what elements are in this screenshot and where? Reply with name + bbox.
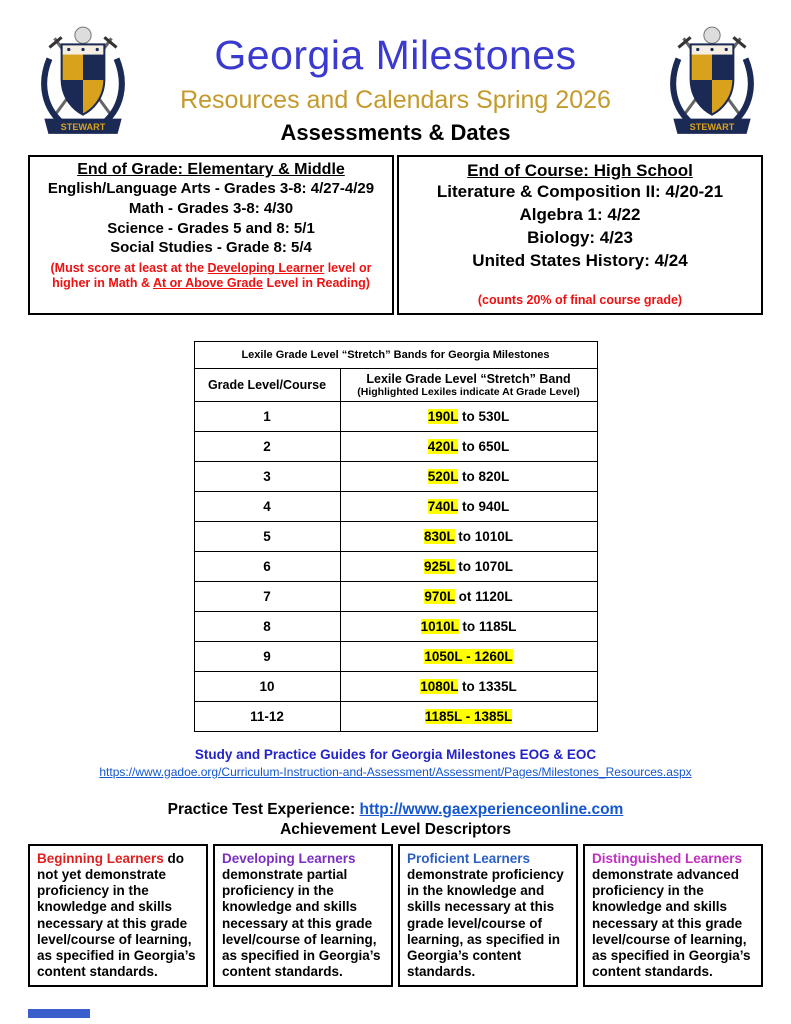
descriptor-text: demonstrate proficiency in the knowledge and skills necessary at this grade level/course of learning, as specified in Georgia’s content standards. [407, 866, 564, 980]
descriptor-name: Developing Learners [222, 850, 356, 866]
eog-note [36, 261, 386, 292]
descriptor-box [28, 844, 208, 988]
lexile-highlight: 1080L [420, 678, 459, 694]
lexile-text: to 650L [458, 438, 510, 454]
practice-test-line [0, 801, 791, 819]
band-cell [340, 701, 597, 731]
lexile-text: to 820L [458, 468, 510, 484]
grade-cell: 11-12 [194, 701, 340, 731]
eog-lines [36, 179, 386, 258]
eog-date-line: Science - Grades 5 and 8: 5/1 [107, 219, 315, 237]
stretch-band-header-line1: Lexile Grade Level “Stretch” Band [366, 371, 571, 386]
section-title: Assessments & Dates [280, 120, 511, 145]
eoc-box-title: End of Course: High School [467, 161, 693, 180]
grade-cell: 7 [194, 581, 340, 611]
eoc-note: (counts 20% of final course grade) [477, 292, 683, 307]
grade-cell: 10 [194, 671, 340, 701]
lexile-row [194, 671, 597, 701]
descriptor-text: demonstrate advanced proficiency in the knowledge and skills necessary at this grade level/course of learning, as specified in Georgia’s content standards. [592, 866, 751, 980]
descriptor-box [398, 844, 578, 988]
lexile-row [194, 431, 597, 461]
descriptor-text: do not yet demonstrate proficiency in the knowledge and skills necessary at this grade level/course of learning, as specified in Georgia’s content standards. [37, 850, 196, 980]
stretch-band-header [340, 368, 597, 401]
descriptor-boxes [28, 844, 763, 988]
crest-banner-label: STEWART [60, 121, 106, 132]
study-guides-label: Study and Practice Guides for Georgia Milestones EOG & EOC [194, 746, 597, 762]
band-cell [340, 581, 597, 611]
descriptor-name: Beginning Learners [37, 850, 164, 866]
eog-box [28, 155, 394, 315]
descriptor-name: Distinguished Learners [592, 850, 743, 866]
band-cell [340, 671, 597, 701]
band-cell [340, 431, 597, 461]
eoc-box [397, 155, 763, 315]
shield-icon [62, 44, 105, 115]
lexile-highlight: 830L [423, 528, 455, 544]
eoc-date-line: United States History: 4/24 [472, 250, 688, 270]
eog-note-part: level or higher in Math & [52, 261, 372, 291]
eog-date-line: Math - Grades 3-8: 4/30 [128, 199, 294, 217]
lexile-row [194, 551, 597, 581]
band-cell [340, 611, 597, 641]
lexile-row [194, 491, 597, 521]
lexile-highlight: 420L [427, 438, 459, 454]
lexile-row [194, 641, 597, 671]
eog-date-line: English/Language Arts - Grades 3-8: 4/27-4/29 [47, 180, 375, 197]
band-cell [340, 521, 597, 551]
lexile-text: to 1185L [458, 618, 517, 634]
grade-cell: 1 [194, 401, 340, 431]
grade-cell: 6 [194, 551, 340, 581]
study-guides-link[interactable]: https://www.gadoe.org/Curriculum-Instruction-and-Assessment/Assessment/Pages/Milestones_Resources.aspx [99, 764, 692, 779]
crest-banner-label: STEWART [689, 121, 735, 132]
band-cell [340, 641, 597, 671]
descriptor-name: Proficient Learners [407, 850, 531, 866]
grade-cell: 3 [194, 461, 340, 491]
school-crest-left [30, 20, 136, 140]
shield-icon [691, 44, 734, 115]
grade-cell: 8 [194, 611, 340, 641]
lexile-text: to 1070L [454, 558, 514, 574]
grade-cell: 2 [194, 431, 340, 461]
page-title: Georgia Milestones [214, 32, 577, 78]
achievement-descriptors-title: Achievement Level Descriptors [280, 820, 511, 838]
eoc-date-line: Algebra 1: 4/22 [519, 204, 641, 224]
grade-level-header: Grade Level/Course [194, 368, 340, 401]
band-cell [340, 551, 597, 581]
eoc-date-line: Literature & Composition II: 4/20-21 [436, 182, 724, 201]
lexile-bands-table [194, 341, 598, 732]
lexile-row [194, 701, 597, 731]
stretch-band-header-line2: (Highlighted Lexiles indicate At Grade Level) [357, 385, 580, 398]
lexile-highlight: 190L [427, 408, 459, 424]
lexile-text: ot 1120L [454, 588, 513, 604]
band-cell [340, 401, 597, 431]
school-crest-right [659, 20, 765, 140]
lexile-highlight: 1010L [420, 618, 459, 634]
lexile-row [194, 581, 597, 611]
eog-note-part: Developing Learner [207, 261, 325, 276]
lexile-caption-row [194, 341, 597, 368]
resource-links [0, 747, 791, 839]
eoc-date-line: Biology: 4/23 [527, 227, 633, 247]
page-corner-blue-bar [28, 1009, 90, 1018]
lexile-highlight: 520L [427, 468, 459, 484]
lexile-text: to 1335L [458, 678, 517, 694]
lexile-highlight: 925L [423, 558, 455, 574]
band-cell [340, 461, 597, 491]
descriptor-box [213, 844, 393, 988]
lexile-row [194, 521, 597, 551]
lexile-table-caption: Lexile Grade Level “Stretch” Bands for Georgia Milestones [194, 341, 597, 368]
descriptor-box [583, 844, 763, 988]
lexile-text: to 530L [458, 408, 510, 424]
page-subtitle: Resources and Calendars Spring 2026 [180, 86, 611, 114]
lexile-header-row [194, 368, 597, 401]
lexile-row [194, 461, 597, 491]
helmet-icon [75, 27, 91, 43]
lexile-highlight: 970L [424, 588, 455, 604]
eoc-lines [405, 181, 755, 273]
lexile-table-body [194, 401, 597, 731]
helmet-icon [704, 27, 720, 43]
practice-test-link[interactable]: http://www.gaexperienceonline.com [359, 800, 624, 818]
eog-note-part: (Must score at least at the [50, 261, 208, 276]
lexile-row [194, 611, 597, 641]
eog-note-part: At or Above Grade [152, 276, 263, 291]
assessment-date-boxes [28, 155, 763, 315]
lexile-text: to 1010L [454, 528, 514, 544]
lexile-row [194, 401, 597, 431]
eog-box-title: End of Grade: Elementary & Middle [77, 161, 345, 178]
eog-note-part: Level in Reading) [262, 276, 370, 291]
eog-date-line: Social Studies - Grade 8: 5/4 [110, 239, 312, 257]
grade-cell: 9 [194, 641, 340, 671]
lexile-highlight: 1185L - 1385L [424, 708, 513, 724]
practice-test-label: Practice Test Experience: [167, 800, 360, 818]
lexile-highlight: 740L [427, 498, 459, 514]
lexile-text: to 940L [458, 498, 510, 514]
lexile-highlight: 1050L - 1260L [424, 648, 513, 664]
descriptor-text: demonstrate partial proficiency in the knowledge and skills necessary at this grade level/course of learning, as specified in Georgia’s content standards. [222, 866, 381, 980]
band-cell [340, 491, 597, 521]
grade-cell: 4 [194, 491, 340, 521]
grade-cell: 5 [194, 521, 340, 551]
